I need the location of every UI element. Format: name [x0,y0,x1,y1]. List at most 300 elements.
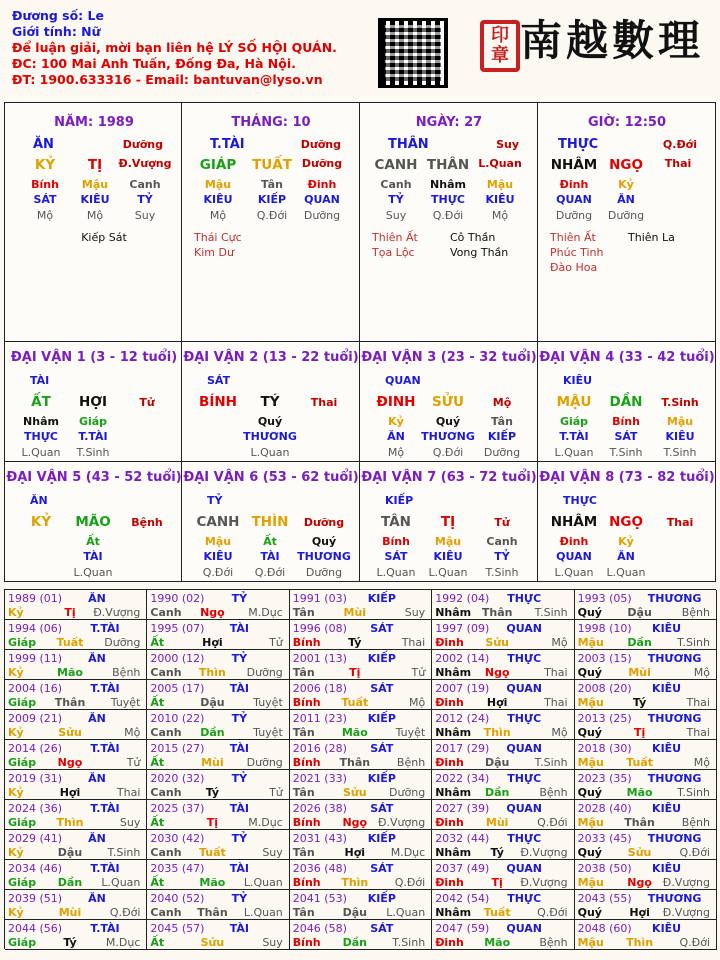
year-branch: Tị [491,876,503,889]
year-god: KIẾP [367,772,396,785]
year-branch: Ngọ [627,876,652,889]
luck-stem: ĐINH [376,394,416,410]
luck-hidden-stage: L.Quan [606,566,646,579]
year-stage: Thai [116,786,141,799]
year-cell [147,710,289,740]
year-god: T.TÀI [90,802,120,815]
year-cell [432,740,574,770]
year-stage: Mộ [124,726,141,739]
pillar-title: NGÀY: 27 [415,115,483,130]
luck-hidden-stage: Dưỡng [483,446,521,459]
shensha: Vong Thần [450,246,509,259]
pillar-stem-branch: Đ.Vượng [118,157,172,170]
hidden-stage: Mộ [209,209,227,222]
year-stage: Dưỡng [246,756,283,769]
year-stage: T.Sinh [677,636,710,649]
luck-hidden-stage: T.Sinh [76,446,110,459]
address: ĐC: 100 Mai Anh Tuấn, Đống Đa, Hà Nội. [12,56,296,71]
year-god: TÀI [229,802,250,815]
luck-branch: NGỌ [609,514,643,530]
luck-stage: Tử [139,396,155,409]
hidden-stem: Bính [31,178,59,191]
year-stage: Bệnh [112,666,141,679]
year-god: T.TÀI [90,862,120,875]
year-stem: Quý [577,606,602,619]
year-branch: Mão [626,786,653,799]
year-branch: Dậu [57,846,83,859]
year-cell [575,740,717,770]
shensha: Phúc Tinh [550,246,604,259]
year-label: 2023 (35) [577,772,632,785]
year-stage: T.Sinh [107,846,141,859]
year-stage: L.Quan [386,906,426,919]
year-stage: T.Sinh [677,786,710,799]
pillar-stem-branch: KỶ [34,157,56,173]
luck-hidden-god: T.TÀI [78,430,108,443]
hidden-god: SÁT [33,193,57,206]
year-cell [5,710,147,740]
year-stage: Bệnh [539,936,568,949]
year-label: 2008 (20) [577,682,632,695]
year-branch: Thìn [198,666,226,679]
year-stem: Bính [292,816,321,829]
year-cell [147,650,289,680]
year-god: KIẾP [367,832,396,845]
year-label: 2034 (46) [8,862,63,875]
year-label: 2041 (53) [292,892,347,905]
year-branch: Hợi [59,786,81,799]
luck-hidden-god: THƯƠNG [421,430,475,443]
year-cell [147,890,289,920]
year-label: 2039 (51) [8,892,63,905]
year-god: T.TÀI [90,742,120,755]
year-cell [432,860,574,890]
year-label: 2032 (44) [435,832,490,845]
pillar-box [360,102,538,342]
year-branch: Mão [199,876,226,889]
year-label: 2005 (17) [150,682,205,695]
hidden-stage: Suy [134,209,156,222]
year-stem: Canh [150,846,182,859]
year-cell [290,710,432,740]
year-stage: Suy [262,846,283,859]
year-god: KIẾP [367,712,396,725]
pillar-title: NĂM: 1989 [54,115,134,130]
luck-hidden-stage: L.Quan [376,566,416,579]
luck-stage: Thai [310,396,338,409]
year-god: QUAN [506,862,543,875]
pillar-stem-god: THỰC [558,137,599,152]
luck-pillar-box [538,342,716,462]
year-stem: Canh [150,606,182,619]
year-cell [147,800,289,830]
hidden-stem: Mậu [204,178,232,191]
year-stem: Ất [150,876,165,889]
year-god: KIÊU [652,862,682,875]
year-label: 1990 (02) [150,592,205,605]
year-stage: Mộ [408,696,426,709]
year-god: ĂN [88,772,106,785]
year-branch: Sửu [485,636,509,649]
year-cell [575,920,717,950]
year-stem: Mậu [577,816,604,829]
luck-hidden-stem: Quý [257,415,283,428]
pillar-stem-branch: GIÁP [199,157,237,173]
year-god: T.TÀI [90,922,120,935]
year-stage: Đ.Vượng [520,876,568,889]
year-god: QUAN [506,742,543,755]
year-branch: Tị [349,666,361,679]
luck-god: ĂN [30,494,48,507]
year-label: 2035 (47) [150,862,205,875]
year-branch: Tị [633,726,646,739]
hidden-stage: Q.Đới [256,209,288,222]
year-label: 1996 (08) [292,622,347,635]
year-label: 2013 (25) [577,712,632,725]
year-branch: Dậu [627,606,652,619]
year-stem: Ất [150,936,165,949]
hidden-god: QUAN [556,193,592,206]
luck-hidden-stage: Dưỡng [305,566,343,579]
year-label: 2047 (59) [435,922,490,935]
luck-stage: Dưỡng [303,516,345,529]
year-cell [5,740,147,770]
year-cell [290,590,432,620]
hidden-stage: Suy [385,209,407,222]
year-stage: M.Dục [105,936,141,949]
year-stage: Tử [126,756,141,769]
luck-title: ĐẠI VẬN 6 (53 - 62 tuổi) [183,470,359,485]
year-cell [5,620,147,650]
pillar-stem-branch: Thai [664,157,692,170]
hidden-god: KIÊU [80,193,110,206]
year-label: 2011 (23) [292,712,347,725]
pillar-box [538,102,716,342]
shensha: Thiên La [628,231,675,244]
year-stem: Quý [577,726,602,739]
year-god: KIÊU [652,682,682,695]
year-label: 2017 (29) [435,742,490,755]
shensha: Tọa Lộc [372,246,415,259]
year-stem: Kỷ [8,666,24,679]
year-stem: Ất [150,696,165,709]
pillar-stem-branch: THÂN [426,157,470,173]
luck-stage: Mộ [492,396,512,409]
year-stage: Thai [686,726,710,739]
year-label: 2027 (39) [435,802,490,815]
year-stage: M.Dục [390,846,426,859]
shensha: Kim Dư [194,246,234,259]
luck-hidden-stage: L.Quan [250,446,290,459]
year-cell [575,590,717,620]
hidden-stage: Dưỡng [607,209,645,222]
year-cell [290,620,432,650]
year-label: 2030 (42) [150,832,205,845]
luck-god: QUAN [385,374,421,387]
year-stage: M.Dục [248,816,283,829]
year-branch: Tý [348,636,362,649]
year-stem: Giáp [8,756,37,769]
year-branch: Hợi [202,636,223,649]
luck-hidden-god: ĂN [617,550,635,563]
year-branch: Dậu [484,756,510,769]
pillar-stem-branch: TỊ [87,157,103,173]
year-cell [432,680,574,710]
hidden-stem: Tân [261,178,283,191]
year-stem: Giáp [8,696,37,709]
luck-title: ĐẠI VẬN 7 (63 - 72 tuổi) [361,470,537,485]
luck-pillar-box [360,462,538,582]
luck-hidden-stem: Bính [382,535,410,548]
year-cell [432,800,574,830]
year-god: SÁT [370,922,394,935]
year-label: 2048 (60) [577,922,632,935]
year-stage: Q.Đới [109,906,141,919]
year-god: TỶ [231,592,248,605]
luck-branch: SỬU [432,394,464,410]
luck-hidden-stage: Q.Đới [254,566,286,579]
logo: 南越數理 [520,16,705,65]
year-branch: Dần [484,786,510,799]
pillar-stem-god: T.TÀI [210,137,245,152]
luck-hidden-stage: L.Quan [554,566,594,579]
year-label: 2045 (57) [150,922,205,935]
pillar-stage: Suy [496,138,519,151]
hidden-god: KIÊU [203,193,233,206]
year-cell [432,710,574,740]
year-branch: Dậu [200,696,225,709]
shensha: Thiên Ất [372,231,418,244]
hidden-stem: Kỷ [618,178,634,191]
year-stage: Bệnh [681,816,710,829]
year-stage: Đ.Vượng [377,816,426,829]
year-stem: Tân [292,666,315,679]
luck-god: THỰC [563,494,597,507]
year-stage: Đ.Vượng [93,606,141,619]
year-god: THƯƠNG [647,592,702,605]
year-stage: Tuyệt [110,696,141,709]
hidden-stage: Q.Đới [432,209,464,222]
year-branch: Thân [197,906,228,919]
luck-hidden-god: SÁT [384,550,408,563]
year-stem: Mậu [577,636,604,649]
luck-stem: CANH [196,514,240,530]
year-god: THỰC [507,892,542,905]
year-cell [5,770,147,800]
luck-hidden-stem: Canh [486,535,518,548]
year-cell [432,770,574,800]
pillar-stem-branch: Dưỡng [301,157,343,170]
luck-hidden-stem: Ất [263,535,277,548]
luck-hidden-god: KIÊU [665,430,695,443]
year-god: TÀI [229,742,250,755]
year-cell [147,920,289,950]
year-branch: Mùi [485,816,509,829]
pillar-stem-branch: L.Quan [478,157,522,170]
year-cell [5,650,147,680]
year-branch: Tuất [56,636,84,649]
year-cell [5,890,147,920]
year-branch: Ngọ [200,606,225,619]
year-stage: Tuyệt [253,726,283,739]
year-god: KIẾP [367,652,396,665]
year-label: 2026 (38) [292,802,347,815]
year-stem: Đinh [435,936,464,949]
annual-luck-table [4,589,716,949]
luck-god: TÀI [30,374,50,387]
luck-hidden-god: T.TÀI [559,430,589,443]
luck-branch: TỊ [440,514,456,530]
luck-hidden-god: ĂN [387,430,405,443]
luck-hidden-stem: Bính [612,415,640,428]
year-cell [5,590,147,620]
year-god: TỶ [231,772,248,785]
year-branch: Sửu [627,846,652,859]
luck-hidden-god: KIÊU [433,550,463,563]
year-cell [290,860,432,890]
hidden-stem: Mậu [81,178,109,191]
hidden-god: TỶ [137,193,153,206]
year-god: QUAN [506,802,543,815]
luck-hidden-god: KIẾP [487,430,517,443]
luck-hidden-stem: Nhâm [23,415,59,428]
year-stage: Tuyệt [395,726,426,739]
year-label: 2010 (22) [150,712,205,725]
pillar-stage: Dưỡng [122,138,163,151]
year-cell [5,680,147,710]
year-cell [290,800,432,830]
year-cell [575,830,717,860]
luck-pillar-box [182,462,360,582]
year-label: 2025 (37) [150,802,205,815]
year-branch: Thân [54,696,86,709]
luck-hidden-god: THƯƠNG [297,550,351,563]
luck-stage: Bệnh [131,516,163,529]
luck-god: KIẾP [385,494,414,507]
year-label: 2042 (54) [435,892,490,905]
luck-god: KIÊU [563,374,593,387]
luck-stem: MẬU [556,394,592,410]
year-stem: Nhâm [435,606,472,619]
year-branch: Mùi [58,906,82,919]
shensha: Đào Hoa [550,261,598,274]
qr-code [378,18,448,88]
year-stage: Dưỡng [104,636,141,649]
year-branch: Thìn [626,936,654,949]
luck-hidden-stage: L.Quan [21,446,61,459]
luck-stem: BÍNH [199,394,237,410]
luck-stem: ẤT [31,394,51,410]
year-branch: Ngọ [484,666,510,679]
contact-note: Để luận giải, mời bạn liên hệ LÝ SỐ HỘI QUÁN. [12,40,337,55]
luck-hidden-god: THƯƠNG [243,430,297,443]
year-cell [5,860,147,890]
year-label: 2003 (15) [577,652,632,665]
year-cell [147,740,289,770]
luck-branch: HỢI [78,394,108,410]
year-branch: Thìn [341,876,369,889]
year-god: THƯƠNG [647,892,702,905]
luck-hidden-stem: Kỷ [388,415,404,428]
year-stem: Quý [577,846,602,859]
year-label: 2009 (21) [8,712,63,725]
year-stem: Tân [292,846,315,859]
year-label: 2024 (36) [8,802,63,815]
year-stem: Nhâm [435,666,472,679]
year-stem: Kỷ [8,906,24,919]
pillar-stem-branch: NHÂM [550,157,598,173]
year-god: ĂN [88,892,106,905]
luck-branch: TÝ [260,394,280,410]
year-label: 1994 (06) [8,622,63,635]
hidden-stage: Dưỡng [303,209,341,222]
year-branch: Tý [63,936,77,949]
pillar-stage: Q.Đới [662,138,697,151]
year-god: KIÊU [652,922,682,935]
year-cell [147,620,289,650]
hidden-stage: Dưỡng [555,209,593,222]
pillar-title: GIỜ: 12:50 [588,115,666,130]
year-god: QUAN [506,682,543,695]
year-stage: Suy [262,936,283,949]
luck-hidden-stem: Mậu [204,535,232,548]
hidden-god: THỰC [431,193,465,206]
year-stem: Kỷ [8,846,24,859]
year-label: 2037 (49) [435,862,490,875]
luck-hidden-stage: Mộ [387,446,405,459]
year-god: SÁT [370,682,394,695]
year-stem: Bính [292,696,321,709]
hidden-stem: Mậu [486,178,514,191]
year-cell [432,590,574,620]
year-stem: Quý [577,786,602,799]
pillar-stem-god: THÂN [388,137,429,152]
luck-hidden-god: TỶ [494,550,510,563]
year-stem: Bính [292,936,321,949]
shensha: Thiên Ất [550,231,596,244]
luck-hidden-stem: Ất [86,535,100,548]
year-god: ĂN [88,592,106,605]
year-god: QUAN [506,622,543,635]
year-god: TỶ [231,712,248,725]
year-stem: Ất [150,636,165,649]
year-god: KIÊU [652,802,682,815]
luck-hidden-stage: L.Quan [554,446,594,459]
year-stage: Mộ [693,666,710,679]
year-stem: Bính [292,756,321,769]
year-stem: Giáp [8,636,37,649]
year-god: TÀI [229,622,250,635]
year-cell [432,830,574,860]
pillar-stem-branch: NGỌ [609,157,643,173]
year-god: THỰC [507,772,542,785]
year-cell [575,680,717,710]
luck-hidden-stem: Mậu [434,535,462,548]
year-label: 2018 (30) [577,742,632,755]
year-branch: Tuất [198,846,226,859]
luck-stem: NHÂM [550,514,598,530]
year-cell [147,590,289,620]
year-god: ĂN [88,652,106,665]
year-god: THỰC [507,832,542,845]
year-branch: Sửu [58,726,82,739]
luck-pillar-box [360,342,538,462]
hidden-stem: Nhâm [430,178,466,191]
pillar-stem-branch: CANH [374,157,418,173]
year-god: THỰC [507,592,542,605]
year-label: 2022 (34) [435,772,490,785]
year-branch: Sửu [200,936,225,949]
